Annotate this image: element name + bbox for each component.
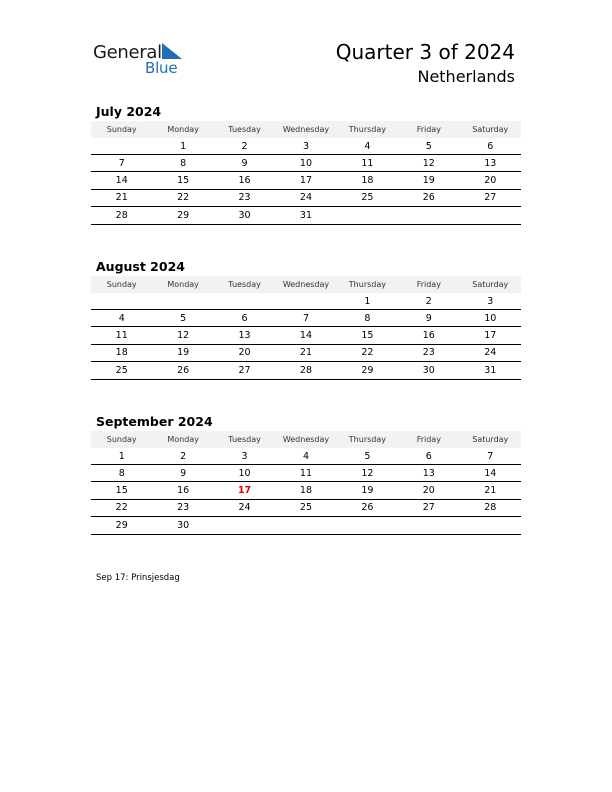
weekday-header: Monday (152, 431, 213, 448)
day-cell: 3 (275, 138, 336, 155)
day-cell: 18 (337, 172, 398, 189)
calendar-grid (91, 276, 521, 380)
day-cell: 23 (152, 499, 213, 516)
week-row (91, 155, 521, 172)
day-cell: 25 (91, 362, 152, 379)
day-cell: 30 (152, 517, 213, 534)
day-cell: 1 (152, 138, 213, 155)
day-cell: 16 (152, 482, 213, 499)
day-cell: 6 (460, 138, 521, 155)
month-title: September 2024 (96, 414, 213, 429)
week-row (91, 207, 521, 224)
calendar-grid (91, 431, 521, 535)
day-cell: 14 (460, 465, 521, 482)
week-row (91, 362, 521, 379)
weekday-header-row (91, 431, 521, 448)
weekday-header: Saturday (460, 121, 521, 138)
day-cell: 3 (460, 293, 521, 310)
day-cell: 5 (337, 448, 398, 465)
empty-day-cell (398, 207, 459, 224)
empty-day-cell (91, 293, 152, 310)
empty-day-cell (275, 293, 336, 310)
month-july (91, 103, 521, 225)
week-row (91, 448, 521, 465)
weekday-header: Friday (398, 431, 459, 448)
day-cell: 11 (275, 465, 336, 482)
day-cell: 10 (214, 465, 275, 482)
day-cell: 20 (460, 172, 521, 189)
day-cell: 22 (91, 499, 152, 516)
day-cell: 25 (337, 189, 398, 206)
day-cell: 3 (214, 448, 275, 465)
day-cell: 2 (214, 138, 275, 155)
day-cell: 9 (398, 310, 459, 327)
day-cell: 19 (398, 172, 459, 189)
day-cell: 24 (460, 344, 521, 361)
day-cell: 31 (460, 362, 521, 379)
day-cell: 6 (214, 310, 275, 327)
day-cell: 16 (398, 327, 459, 344)
day-cell: 1 (337, 293, 398, 310)
weekday-header: Friday (398, 121, 459, 138)
day-cell: 8 (91, 465, 152, 482)
day-cell: 13 (398, 465, 459, 482)
day-cell: 8 (337, 310, 398, 327)
day-cell: 1 (91, 448, 152, 465)
empty-day-cell (337, 207, 398, 224)
day-cell: 26 (398, 189, 459, 206)
logo (93, 40, 193, 80)
country-name: Netherlands (417, 67, 515, 86)
weekday-header: Tuesday (214, 121, 275, 138)
day-cell: 29 (91, 517, 152, 534)
day-cell: 2 (398, 293, 459, 310)
day-cell: 22 (337, 344, 398, 361)
day-cell: 7 (460, 448, 521, 465)
day-cell: 27 (214, 362, 275, 379)
weekday-header: Friday (398, 276, 459, 293)
week-row (91, 465, 521, 482)
empty-day-cell (460, 207, 521, 224)
day-cell: 20 (398, 482, 459, 499)
weekday-header: Sunday (91, 121, 152, 138)
day-cell: 24 (214, 499, 275, 516)
week-row (91, 310, 521, 327)
day-cell: 30 (398, 362, 459, 379)
day-cell: 24 (275, 189, 336, 206)
day-cell: 12 (152, 327, 213, 344)
day-cell: 28 (91, 207, 152, 224)
week-row (91, 482, 521, 499)
day-cell: 27 (460, 189, 521, 206)
day-cell: 15 (152, 172, 213, 189)
day-cell: 13 (460, 155, 521, 172)
day-cell: 19 (337, 482, 398, 499)
day-cell: 30 (214, 207, 275, 224)
day-cell: 20 (214, 344, 275, 361)
day-cell: 14 (91, 172, 152, 189)
day-cell: 17 (275, 172, 336, 189)
empty-day-cell (152, 293, 213, 310)
day-cell: 21 (460, 482, 521, 499)
empty-day-cell (214, 517, 275, 534)
day-cell: 27 (398, 499, 459, 516)
weekday-header: Thursday (337, 431, 398, 448)
week-row (91, 189, 521, 206)
week-row (91, 327, 521, 344)
logo-word-general: General (93, 42, 162, 63)
day-cell: 8 (152, 155, 213, 172)
logo-word-blue: Blue (145, 59, 178, 77)
day-cell: 11 (91, 327, 152, 344)
day-cell: 4 (337, 138, 398, 155)
weekday-header: Wednesday (275, 276, 336, 293)
day-cell: 28 (275, 362, 336, 379)
day-cell: 10 (275, 155, 336, 172)
day-cell: 26 (152, 362, 213, 379)
day-cell: 12 (337, 465, 398, 482)
day-cell: 31 (275, 207, 336, 224)
day-cell: 6 (398, 448, 459, 465)
weekday-header: Wednesday (275, 121, 336, 138)
day-cell: 28 (460, 499, 521, 516)
empty-day-cell (337, 517, 398, 534)
day-cell: 4 (91, 310, 152, 327)
empty-day-cell (214, 293, 275, 310)
weekday-header: Wednesday (275, 431, 336, 448)
weekday-header: Thursday (337, 276, 398, 293)
weekday-header: Monday (152, 276, 213, 293)
day-cell: 15 (91, 482, 152, 499)
day-cell: 21 (275, 344, 336, 361)
empty-day-cell (398, 517, 459, 534)
weekday-header-row (91, 276, 521, 293)
week-row (91, 138, 521, 155)
day-cell: 22 (152, 189, 213, 206)
day-cell: 26 (337, 499, 398, 516)
day-cell: 7 (91, 155, 152, 172)
calendar-grid (91, 121, 521, 225)
month-title: July 2024 (96, 104, 162, 119)
day-cell: 13 (214, 327, 275, 344)
day-cell: 10 (460, 310, 521, 327)
day-cell: 23 (214, 189, 275, 206)
weekday-header: Monday (152, 121, 213, 138)
day-cell: 12 (398, 155, 459, 172)
week-row (91, 172, 521, 189)
week-row (91, 517, 521, 534)
month-title: August 2024 (96, 259, 185, 274)
day-cell: 17 (460, 327, 521, 344)
page-title: Quarter 3 of 2024 (335, 40, 515, 64)
weekday-header: Tuesday (214, 431, 275, 448)
logo-flag-icon (162, 43, 182, 59)
day-cell: 5 (152, 310, 213, 327)
day-cell: 9 (214, 155, 275, 172)
holiday-note: Sep 17: Prinsjesdag (96, 573, 180, 583)
weekday-header: Saturday (460, 431, 521, 448)
weekday-header: Tuesday (214, 276, 275, 293)
day-cell: 5 (398, 138, 459, 155)
empty-day-cell (275, 517, 336, 534)
weekday-header: Thursday (337, 121, 398, 138)
day-cell: 2 (152, 448, 213, 465)
empty-day-cell (460, 517, 521, 534)
holiday-day-cell: 17 (214, 482, 275, 499)
month-august (91, 258, 521, 380)
day-cell: 29 (337, 362, 398, 379)
day-cell: 25 (275, 499, 336, 516)
day-cell: 19 (152, 344, 213, 361)
weekday-header: Sunday (91, 431, 152, 448)
day-cell: 29 (152, 207, 213, 224)
day-cell: 16 (214, 172, 275, 189)
month-september (91, 413, 521, 535)
week-row (91, 293, 521, 310)
empty-day-cell (91, 138, 152, 155)
weekday-header: Saturday (460, 276, 521, 293)
day-cell: 14 (275, 327, 336, 344)
weekday-header-row (91, 121, 521, 138)
day-cell: 11 (337, 155, 398, 172)
week-row (91, 344, 521, 361)
day-cell: 23 (398, 344, 459, 361)
day-cell: 15 (337, 327, 398, 344)
day-cell: 21 (91, 189, 152, 206)
day-cell: 18 (91, 344, 152, 361)
day-cell: 4 (275, 448, 336, 465)
day-cell: 9 (152, 465, 213, 482)
week-row (91, 499, 521, 516)
day-cell: 18 (275, 482, 336, 499)
day-cell: 7 (275, 310, 336, 327)
weekday-header: Sunday (91, 276, 152, 293)
